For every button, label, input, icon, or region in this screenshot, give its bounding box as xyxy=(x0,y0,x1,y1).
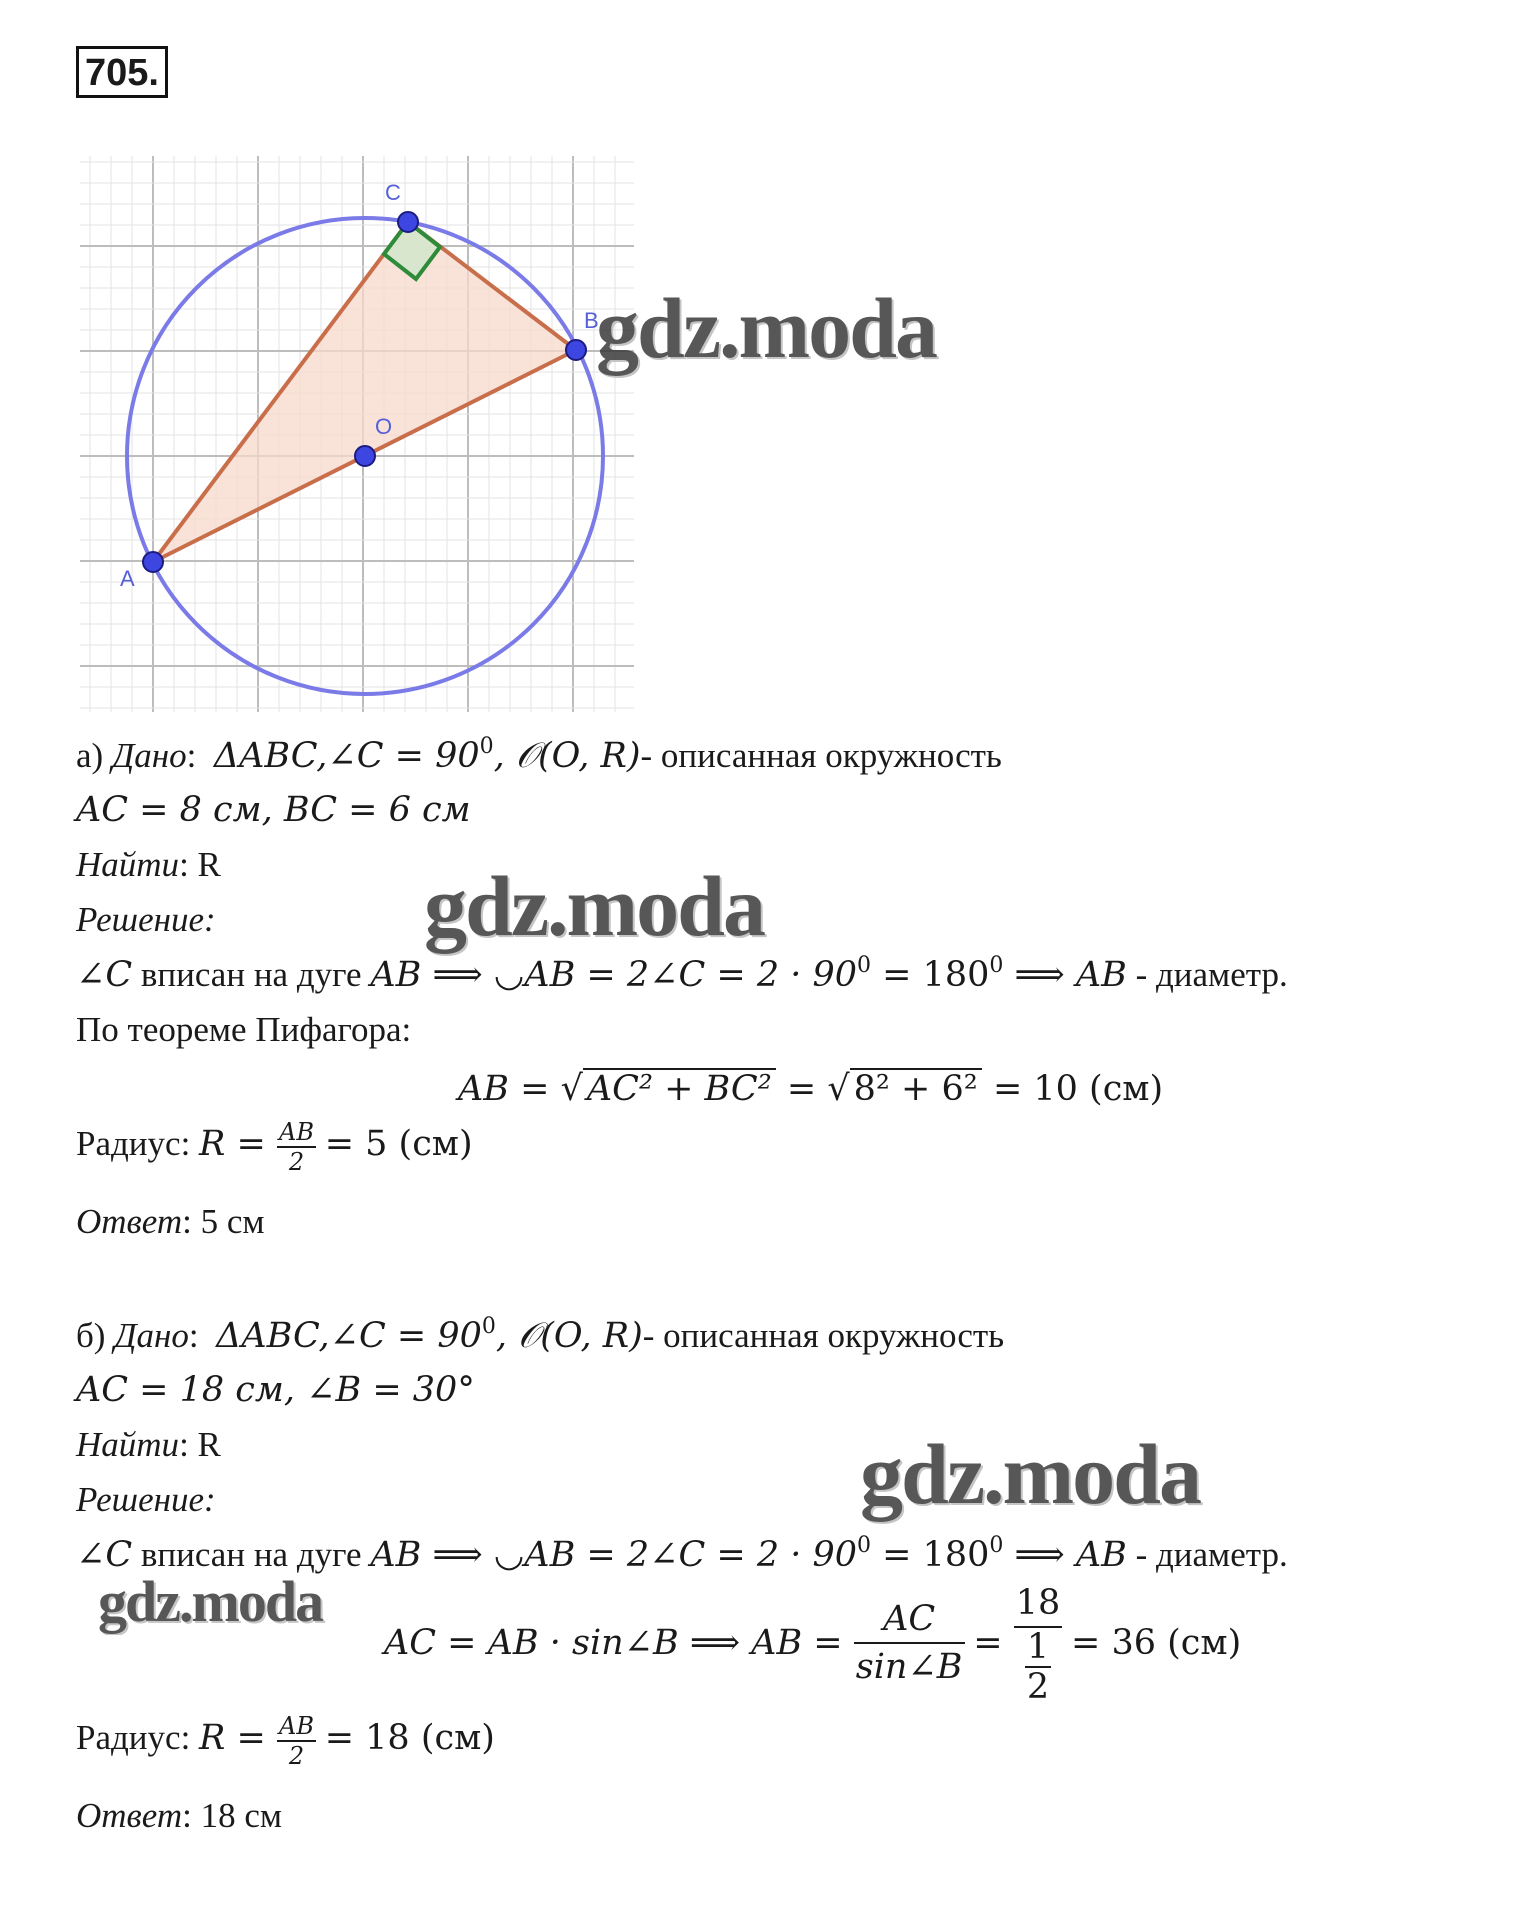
part-a-pythagoras-text: По теореме Пифагора: xyxy=(76,1010,412,1049)
point-c xyxy=(398,212,418,232)
label-o: O xyxy=(375,414,393,439)
point-o xyxy=(355,446,375,466)
part-b-data: AC = 18 см, ∠B = 30° xyxy=(76,1370,475,1410)
part-a-given: а) Дано: ΔABC,∠C = $90^0$, 𝒪(O, R)- описанная окружность xyxy=(76,734,1002,776)
part-b-sine-formula: AC = AB · sin∠B ⟹ AB = $\frac{AC}{\sin\angle B}$ = $\frac{18}{\frac{1}{2}}$ = 36 (см) xyxy=(384,1580,1241,1706)
part-b-radius: Радиус: R = $\frac{AB}{2}$ = 18 (см) xyxy=(76,1712,495,1770)
point-b xyxy=(566,340,586,360)
label-c: C xyxy=(385,180,401,205)
part-a-answer: Ответ: 5 см xyxy=(76,1202,265,1241)
label-a: A xyxy=(120,566,135,591)
part-a-pythagoras-formula: AB = √ AC² + BC² = √ 8² + 6² = 10 (см) xyxy=(458,1069,1164,1109)
watermark-1: gdz.moda xyxy=(596,280,936,376)
part-a-radius: Радиус: R = $\frac{AB}{2}$ = 5 (см) xyxy=(76,1118,473,1176)
watermark-4: gdz.moda xyxy=(98,1569,323,1634)
part-b-solution-label: Решение: xyxy=(76,1480,216,1519)
part-b-find: Найти: R xyxy=(76,1425,221,1464)
watermark-2: gdz.moda xyxy=(424,858,764,954)
part-b-answer: Ответ: 18 см xyxy=(76,1796,283,1835)
part-a-data: AC = 8 см, BC = 6 см xyxy=(76,790,471,830)
problem-number: 705. xyxy=(76,46,168,98)
part-a-arc-line: ∠C вписан на дуге AB ⟹ ◡AB = 2∠C = $2 \cdot 90^0 = 180^0$ ⟹ AB - диаметр. xyxy=(76,953,1288,995)
label-b: B xyxy=(584,308,599,333)
part-b-arc-line: ∠C вписан на дуге AB ⟹ ◡AB = 2∠C = $2 \cdot 90^0 = 180^0$ ⟹ AB - диаметр. xyxy=(76,1533,1288,1575)
part-a-solution-label: Решение: xyxy=(76,900,216,939)
point-a xyxy=(143,552,163,572)
watermark-3: gdz.moda xyxy=(860,1426,1200,1522)
part-a-find: Найти: R xyxy=(76,845,221,884)
part-b-given: б) Дано: ΔABC,∠C = $90^0$, 𝒪(O, R)- описанная окружность xyxy=(76,1314,1005,1356)
